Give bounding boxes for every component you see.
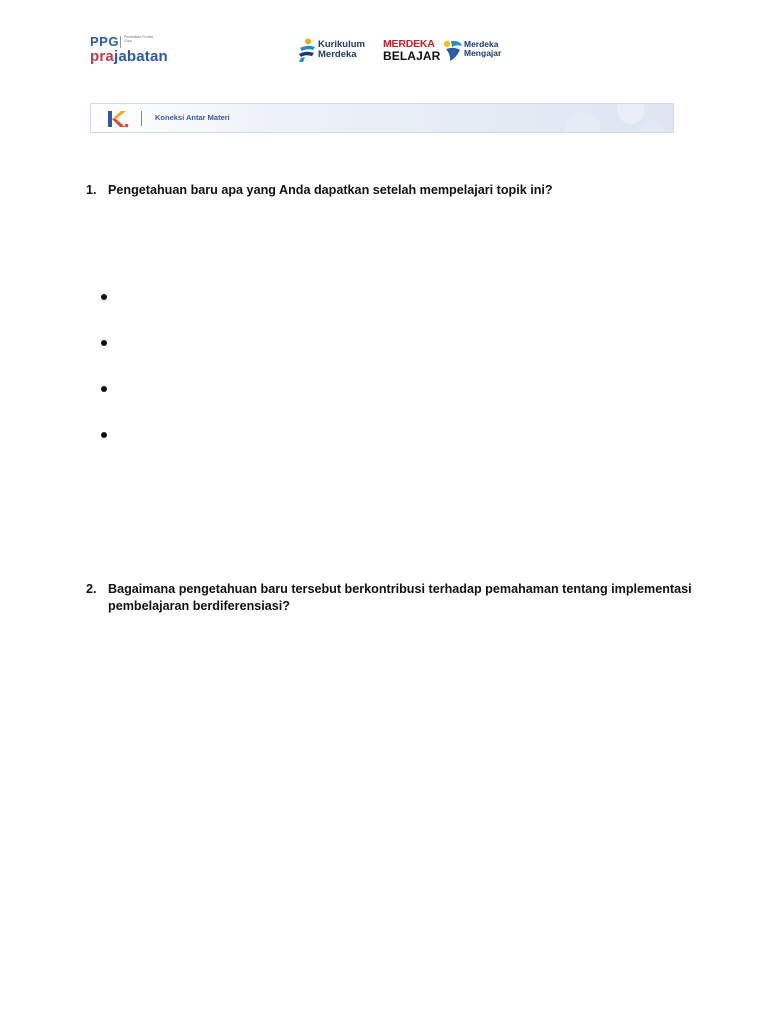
- prajabatan-part2: jabatan: [113, 48, 168, 65]
- merdeka-mengajar-line1: Merdeka: [464, 39, 499, 49]
- answer-bullet-2: [101, 340, 107, 346]
- merdeka-belajar-logo: [383, 38, 441, 64]
- merdeka-belajar-top: MERDEKA: [383, 38, 435, 50]
- ppg-logo-text: PPG: [90, 34, 119, 49]
- question-1: [86, 182, 736, 200]
- merdeka-mengajar-icon: [442, 38, 464, 62]
- banner-decoration: [553, 104, 673, 133]
- prajabatan-part1: pra: [90, 48, 114, 65]
- question-2-number: 2.: [86, 582, 97, 596]
- merdeka-mengajar-logo: [442, 38, 514, 64]
- question-1-number: 1.: [86, 183, 97, 197]
- merdeka-mengajar-text: [464, 40, 501, 58]
- banner-title: Koneksi Antar Materi: [155, 113, 230, 122]
- question-2-text: Bagaimana pengetahuan baru tersebut berkontribusi terhadap pemahaman tentang implementasi pembelajaran berdiferensiasi?: [108, 582, 692, 613]
- answer-bullet-1: [101, 294, 107, 300]
- ppg-prajabatan-logo: [90, 34, 190, 68]
- ppg-logo-subtitle: Pendidikan Profesi Guru: [124, 35, 154, 43]
- prajabatan-logo-text: [90, 48, 168, 65]
- kurikulum-line2: Merdeka: [318, 49, 357, 60]
- section-banner: [90, 103, 674, 133]
- kurikulum-figure-icon: [296, 38, 318, 62]
- answer-bullet-4: [101, 432, 107, 438]
- merdeka-belajar-bottom: BELAJAR: [383, 49, 441, 63]
- merdeka-mengajar-line2: Mengajar: [464, 48, 502, 58]
- kurikulum-merdeka-text: [318, 40, 365, 60]
- banner-divider: [141, 111, 142, 126]
- k-logo-icon: [107, 110, 129, 128]
- kurikulum-line1: Kurikulum: [318, 39, 365, 50]
- kurikulum-merdeka-logo: [296, 38, 372, 64]
- question-2: [86, 581, 736, 617]
- answer-bullet-3: [101, 386, 107, 392]
- question-1-text: Pengetahuan baru apa yang Anda dapatkan setelah mempelajari topik ini?: [108, 183, 553, 197]
- ppg-logo-divider: [120, 36, 121, 48]
